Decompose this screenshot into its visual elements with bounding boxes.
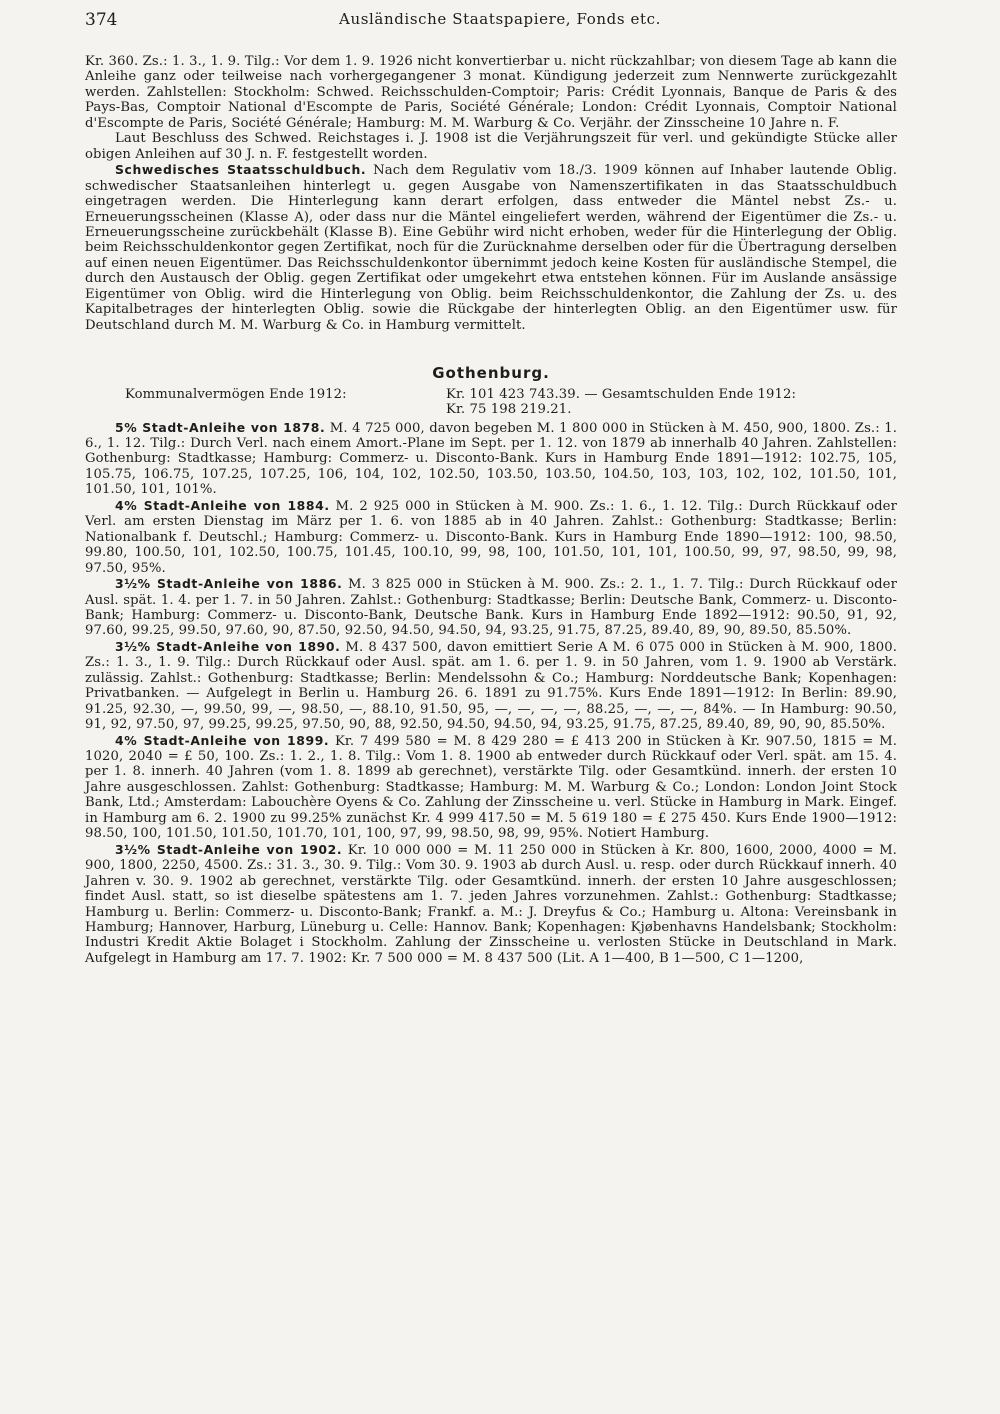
kv-spacer: [125, 402, 440, 417]
page-number: 374: [85, 10, 118, 30]
running-title: Ausländische Staatspapiere, Fonds etc.: [339, 10, 661, 28]
loan-entry: [85, 842, 897, 967]
loan-entry: [85, 733, 897, 842]
loan-entry: [85, 639, 897, 733]
loan-heading: 5% Stadt-Anleihe von 1878.: [115, 419, 326, 435]
loan-entry: [85, 420, 897, 498]
kommunalvermoegen-label: Kommunalvermögen Ende 1912:: [125, 386, 347, 402]
loan-text: M. 3 825 000 in Stücken à M. 900. Zs.: 2. 1., 1. 7. Tilg.: Durch Rückkauf oder Ausl. spät. 1. 4. per 1. 7. in 50 Jahren. Zahlst.: Gothenburg: Stadtkasse; Berlin: Deutsche Bank, Commerz- u. Disconto-Bank; Hamburg: Commerz- u. Disconto-Bank, Deutsche Bank. Kurs in Hamburg Ende 1892—1912: 90.50, 91, 92, 97.60, 99.25, 99.50, 97.60, 90, 87.50, 92.50, 94.50, 94.50, 94, 93.25, 91.75, 87.25, 89.40, 89, 90, 89.50, 85.50%.: [85, 577, 897, 639]
paragraph-staatsschuldbuch: [85, 162, 897, 333]
loan-text: M. 8 437 500, davon emittiert Serie A M. 6 075 000 in Stücken à M. 900, 1800. Zs.: 1. 3., 1. 9. Tilg.: Durch Rückkauf oder Ausl. spät. am 1. 6. per 1. 9. in 50 Jahren, vom 1. 9. 1900 ab Verstärk. zulässig. Zahlst.: Gothenburg: Stadtkasse; Berlin: Mendelssohn & Co.; Hamburg: Norddeutsche Bank; Kopenhagen: Privatbanken. — Aufgelegt in Berlin u. Hamburg 26. 6. 1891 zu 91.75%. Kurs Ende 1891—1912: In Berlin: 89.90, 91.25, 92.30, —, 99.50, 99, —, 98.50, —, 88.10, 91.50, 95, —, —, —, —, 88.25, —, —, —, 84%. — In Hamburg: 90.50, 91, 92, 97.50, 97, 99.25, 99.25, 97.50, 90, 88, 92.50, 94.50, 94.50, 94, 93.25, 91.75, 87.25, 89.40, 89, 90, 90, 85.50%.: [85, 639, 897, 733]
loan-text: Kr. 10 000 000 = M. 11 250 000 in Stücken à Kr. 800, 1600, 2000, 4000 = M. 900, 1800, 2250, 4500. Zs.: 31. 3., 30. 9. Tilg.: Vom 30. 9. 1903 ab durch Ausl. u. resp. oder durch Rückkauf innerh. 40 Jahren v. 30. 9. 1902 ab gerechnet, verstärkte Tilg. oder Gesamtkünd. innerh. der ersten 10 Jahre ausgeschlossen; findet Ausl. statt, so ist dieselbe spätestens am 1. 7. jeden Jahres vorzunehmen. Zahlst.: Gothenburg: Stadtkasse; Hamburg u. Berlin: Commerz- u. Disconto-Bank; Frankf. a. M.: J. Dreyfus & Co.; Hamburg u. Altona: Vereinsbank in Hamburg; Hannover, Harburg, Lüneburg u. Celle: Hannov. Bank; Kopenhagen: Kjøbenhavns Handelsbank; Stockholm: Industri Kredit Aktie Bolaget i Stockholm. Zahlung der Zinsscheine u. verlosten Stücke in Deutschland in Mark. Aufgelegt in Hamburg am 17. 7. 1902: Kr. 7 500 000 = M. 8 437 500 (Lit. A 1—400, B 1—500, C 1—1200,: [85, 842, 897, 966]
loan-heading: 4% Stadt-Anleihe von 1884.: [115, 497, 330, 513]
page-body: [85, 54, 897, 966]
loan-heading: 3½% Stadt-Anleihe von 1890.: [115, 638, 341, 654]
loan-entry: [85, 498, 897, 576]
loan-text: M. 2 925 000 in Stücken à M. 900. Zs.: 1. 6., 1. 12. Tilg.: Durch Rückkauf oder Verl. am ersten Dienstag im März per 1. 6. von 1885 ab in 40 Jahren. Zahlst.: Gothenburg: Stadtkasse; Berlin: Nationalbank f. Deutschl.; Hamburg: Commerz- u. Disconto-Bank. Kurs in Hamburg Ende 1890—1912: 100, 98.50, 99.80, 100.50, 101, 102.50, 100.75, 101.45, 100.10, 99, 98, 100, 101.50, 101, 101, 100.50, 99, 97, 98.50, 99, 98, 97.50, 95%.: [85, 498, 897, 576]
loan-text: Kr. 7 499 580 = M. 8 429 280 = £ 413 200 in Stücken à Kr. 907.50, 1815 = M. 1020, 2040 = £ 50, 100. Zs.: 1. 2., 1. 8. Tilg.: Vom 1. 8. 1900 ab entweder durch Rückkauf oder Verl. spät. am 15. 4. per 1. 8. innerh. 40 Jahren (vom 1. 8. 1899 ab gerechnet), verstärkte Tilg. oder Gesamtkünd. innerh. der ersten 10 Jahre ausgeschlossen. Zahlst: Gothenburg: Stadtkasse; Hamburg: M. M. Warburg & Co.; London: London Joint Stock Bank, Ltd.; Amsterdam: Labouchère Oyens & Co. Zahlung der Zinsscheine u. verl. Stücke in Hamburg in Mark. Eingef. in Hamburg am 6. 2. 1900 zu 99.25% zunächst Kr. 4 999 417.50 = M. 5 619 180 = £ 275 450. Kurs Ende 1900—1912: 98.50, 100, 101.50, 101.50, 101.70, 101, 100, 97, 99, 98.50, 98, 99, 95%. Notiert Hamburg.: [85, 733, 897, 842]
loan-text: M. 4 725 000, davon begeben M. 1 800 000 in Stücken à M. 450, 900, 1800. Zs.: 1. 6., 1. 12. Tilg.: Durch Verl. nach einem Amort.-Plane im Sept. per 1. 12. von 1879 ab innerhalb 40 Jahren. Zahlstellen: Gothenburg: Stadtkasse; Hamburg: Commerz- u. Disconto-Bank. Kurs in Hamburg Ende 1891—1912: 102.75, 105, 105.75, 106.75, 107.25, 107.25, 106, 104, 102, 102.50, 103.50, 103.50, 104.50, 103, 103, 102, 102, 101.50, 101, 101.50, 101, 101%.: [85, 420, 898, 498]
kommunalvermoegen-value: Kr. 101 423 743.39. — Gesamtschulden Ende 1912:: [446, 386, 797, 402]
gesamtschulden-value: Kr. 75 198 219.21.: [446, 402, 572, 418]
loan-heading: 3½% Stadt-Anleihe von 1902.: [115, 841, 343, 857]
city-heading-gothenburg: Gothenburg.: [432, 364, 550, 383]
paragraph-verjaehrung: Laut Beschluss des Schwed. Reichstages i. J. 1908 ist die Verjährungszeit für verl. und gekündigte Stücke aller obigen Anleihen auf 30 J. n. F. festgestellt worden.: [85, 131, 897, 162]
gothenburg-finances: [125, 387, 897, 418]
staatsschuldbuch-text: Nach dem Regulativ vom 18./3. 1909 können auf Inhaber lautende Oblig. schwedischer Staatsanleihen hinterlegt u. gegen Ausgabe von Namenszertifikaten in das Staatsschuldbuch eingetragen werden. Die Hinterlegung kann derart erfolgen, dass entweder die Mäntel nebst Zs.- u. Erneuerungsscheinen (Klasse A), oder dass nur die Mäntel eingeliefert werden, während der Eigentümer die Zs.- u. Erneuerungsscheine zurückbehält (Klasse B). Eine Gebühr wird nicht erhoben, weder für die Hinterlegung der Oblig. beim Reichsschuldenkontor gegen Zertifikat, noch für die Zurücknahme derselben oder für die Übertragung derselben auf einen neuen Eigentümer. Das Reichsschuldenkontor übernimmt jedoch keine Kosten für ausländische Stempel, die durch den Austausch der Oblig. gegen Zertifikat oder umgekehrt etwa entstehen können. Für im Auslande ansässige Eigentümer von Oblig. wird die Hinterlegung von Oblig. beim Reichsschuldenkontor, die Zahlung der Zs. u. des Kapitalbetrages der hinterlegten Oblig. sowie die Rückgabe der hinterlegten Oblig. an den Eigentümer usw. für Deutschland durch M. M. Warburg & Co. in Hamburg vermittelt.: [85, 163, 897, 333]
loan-heading: 4% Stadt-Anleihe von 1899.: [115, 732, 330, 748]
loan-entry: [85, 576, 897, 639]
section-heading-staatsschuldbuch: Schwedisches Staatsschuldbuch.: [115, 162, 367, 178]
loan-heading: 3½% Stadt-Anleihe von 1886.: [115, 576, 343, 592]
paragraph-tilgung-sweden: Kr. 360. Zs.: 1. 3., 1. 9. Tilg.: Vor dem 1. 9. 1926 nicht konvertierbar u. nicht rückzahlbar; von diesem Tage ab kann die Anleihe ganz oder teilweise nach vorhergegangener 3 monat. Kündigung jederzeit zum Nennwerte zurückgezahlt werden. Zahlstellen: Stockholm: Schwed. Reichsschulden-Comptoir; Paris: Crédit Lyonnais, Banque de Paris & des Pays-Bas, Comptoir National d'Escompte de Paris, Société Générale; London: Crédit Lyonnais, Comptoir National d'Escompte de Paris, Société Générale; Hamburg: M. M. Warburg & Co. Verjähr. der Zinsscheine 10 Jahre n. F.: [85, 54, 897, 131]
page-header: [85, 10, 915, 36]
